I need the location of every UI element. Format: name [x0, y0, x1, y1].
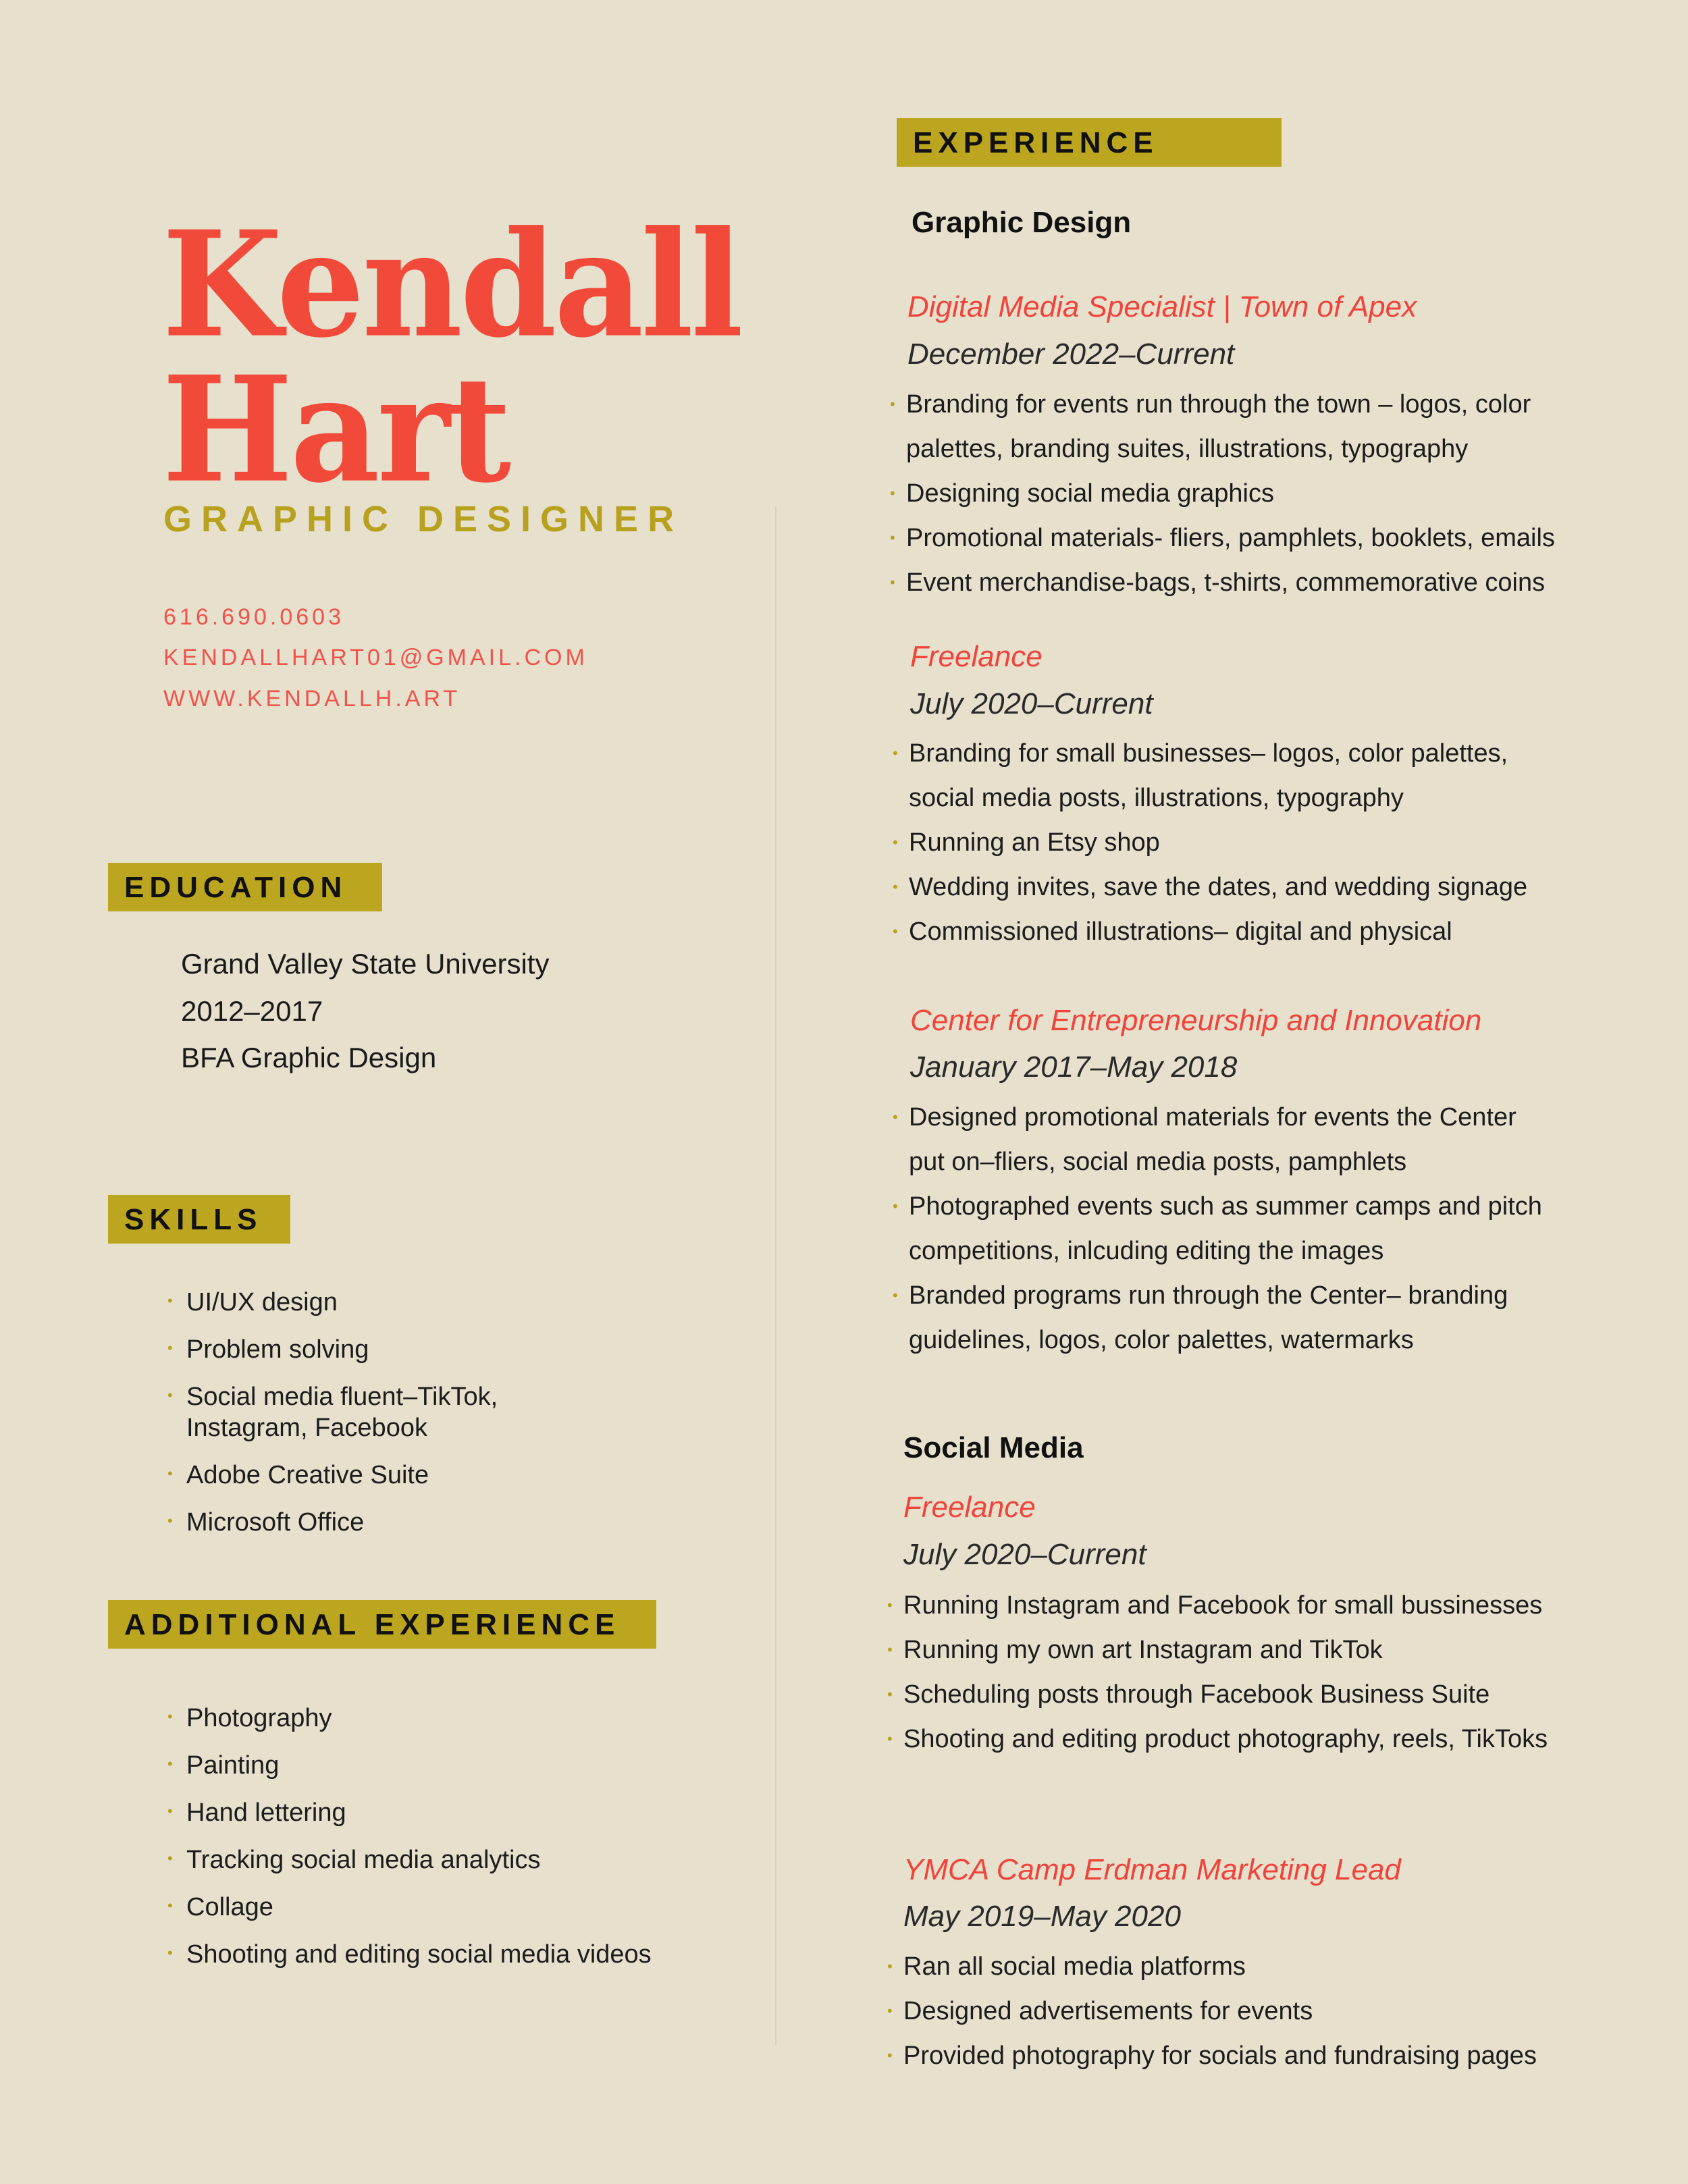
list-item: • Designed advertisements for events: [887, 1989, 1596, 2033]
experience-heading: EXPERIENCE: [913, 126, 1159, 159]
job-bullets: [887, 1944, 1596, 2078]
last-name: Hart: [162, 345, 509, 516]
list-item: • Microsoft Office: [167, 1507, 546, 1538]
list-item: • Commissioned illustrations– digital and physical: [893, 909, 1568, 954]
list-item: • Running my own art Instagram and TikTok: [887, 1628, 1562, 1672]
skills-list: [167, 1287, 546, 1554]
list-item: • Scheduling posts through Facebook Business Suite: [887, 1672, 1562, 1717]
job-dates: December 2022–Current: [907, 338, 1235, 371]
job-bullets: [893, 731, 1568, 954]
section-title-graphic-design: Graphic Design: [912, 206, 1132, 239]
column-divider: [775, 506, 776, 2046]
job-dates: May 2019–May 2020: [903, 1900, 1181, 1933]
skills-heading: SKILLS: [124, 1203, 263, 1236]
skills-header: [108, 1195, 290, 1244]
section-title-social-media: Social Media: [903, 1431, 1084, 1464]
job-bullets: [890, 382, 1599, 605]
list-item: • UI/UX design: [167, 1287, 546, 1318]
list-item: • Tracking social media analytics: [167, 1844, 775, 1875]
years: 2012–2017: [181, 995, 323, 1027]
website-link[interactable]: WWW.KENDALLH.ART: [163, 686, 461, 712]
list-item: • Event merchandise-bags, t-shirts, commemorative coins: [890, 560, 1599, 605]
list-item: • Shooting and editing product photography, reels, TikToks: [887, 1717, 1562, 1761]
job-role: Center for Entrepreneurship and Innovation: [910, 1004, 1482, 1037]
list-item: • Shooting and editing social media videos: [167, 1939, 775, 1970]
phone[interactable]: 616.690.0603: [163, 604, 344, 630]
list-item: • Collage: [167, 1892, 775, 1923]
job-dates: July 2020–Current: [910, 687, 1153, 720]
list-item: • Photography: [167, 1703, 775, 1734]
job-role: YMCA Camp Erdman Marketing Lead: [903, 1853, 1401, 1886]
list-item: • Wedding invites, save the dates, and wedding signage: [893, 865, 1568, 909]
list-item: • Promotional materials- fliers, pamphlets, booklets, emails: [890, 516, 1599, 560]
additional-heading: ADDITIONAL EXPERIENCE: [124, 1608, 621, 1641]
list-item: • Ran all social media platforms: [887, 1944, 1596, 1989]
degree: BFA Graphic Design: [181, 1042, 437, 1073]
list-item: • Branding for small businesses– logos, color palettes, social media posts, illustrations, typography: [893, 731, 1568, 820]
list-item: • Branding for events run through the town – logos, color palettes, branding suites, illustrations, typography: [890, 382, 1599, 471]
additional-list: [167, 1703, 775, 1986]
job-role: Freelance: [910, 640, 1043, 673]
job-bullets: [887, 1583, 1562, 1761]
list-item: • Photographed events such as summer camps and pitch competitions, inlcuding editing the images: [893, 1184, 1554, 1273]
list-item: • Designed promotional materials for events the Center put on–fliers, social media posts, pamphlets: [893, 1095, 1554, 1184]
education-heading: EDUCATION: [124, 871, 348, 904]
list-item: • Social media fluent–TikTok, Instagram, Facebook: [167, 1381, 546, 1443]
school: Grand Valley State University: [181, 948, 550, 980]
additional-experience-header: [108, 1600, 656, 1649]
list-item: • Adobe Creative Suite: [167, 1460, 546, 1491]
list-item: • Problem solving: [167, 1334, 546, 1365]
list-item: • Branded programs run through the Center– branding guidelines, logos, color palettes, watermarks: [893, 1273, 1554, 1362]
job-dates: July 2020–Current: [903, 1538, 1146, 1571]
job-role: Digital Media Specialist | Town of Apex: [907, 290, 1417, 323]
job-bullets: [893, 1095, 1554, 1362]
job-dates: January 2017–May 2018: [910, 1050, 1238, 1084]
list-item: • Hand lettering: [167, 1797, 775, 1828]
education-header: [108, 863, 382, 911]
experience-header: [897, 118, 1282, 167]
list-item: • Provided photography for socials and fundraising pages: [887, 2033, 1596, 2078]
job-title: GRAPHIC DESIGNER: [163, 499, 684, 539]
list-item: • Painting: [167, 1750, 775, 1781]
list-item: • Running Instagram and Facebook for small bussinesses: [887, 1583, 1562, 1628]
job-role: Freelance: [903, 1491, 1036, 1524]
email-link[interactable]: KENDALLHART01@GMAIL.COM: [163, 645, 588, 670]
list-item: • Designing social media graphics: [890, 471, 1599, 516]
list-item: • Running an Etsy shop: [893, 820, 1568, 865]
first-name: Kendall: [162, 200, 741, 371]
